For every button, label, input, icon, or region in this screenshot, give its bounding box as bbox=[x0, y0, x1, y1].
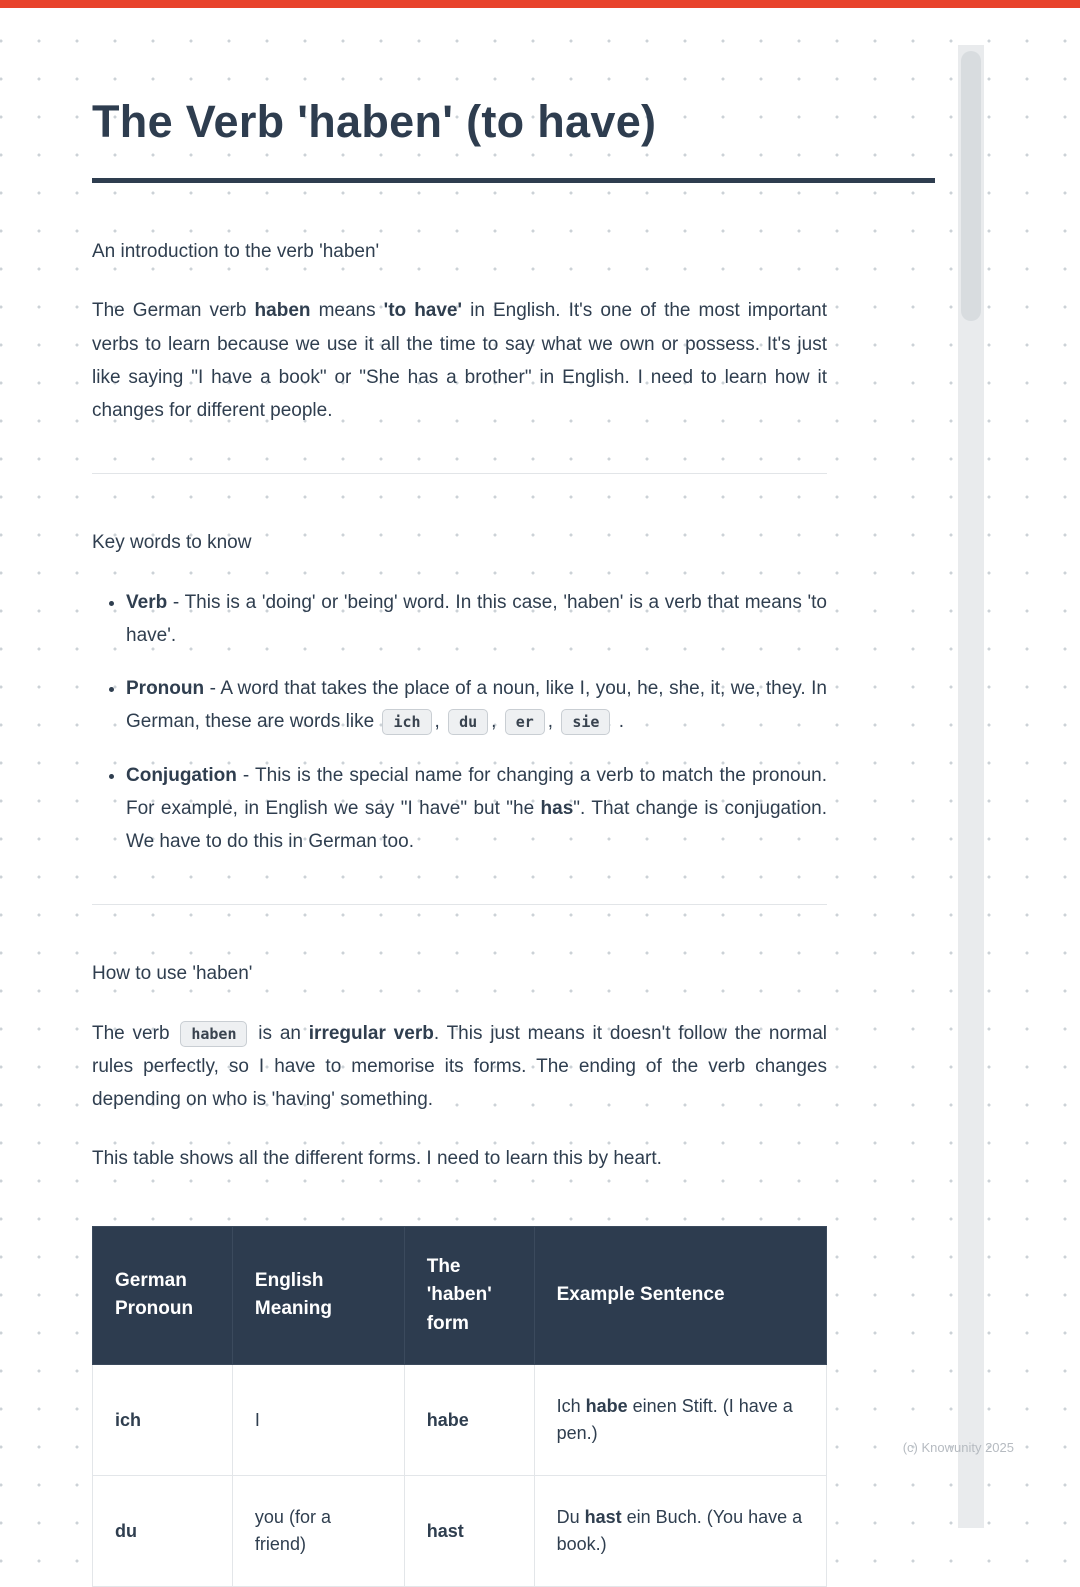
keyword-item-conjugation: • Conjugation - This is the special name for changing a verb to match the pronoun. For example, in English we say "I have" but "he has". That change is conjugation. We have to do this in German too. bbox=[126, 759, 827, 859]
column-header-haben-form: The 'haben' form bbox=[404, 1226, 534, 1365]
title-divider bbox=[92, 178, 935, 183]
page-title: The Verb 'haben' (to have) bbox=[92, 96, 935, 148]
cell-example: Du hast ein Buch. (You have a book.) bbox=[534, 1476, 826, 1587]
cell-example: Ich habe einen Stift. (I have a pen.) bbox=[534, 1365, 826, 1476]
keyword-item-pronoun: • Pronoun - A word that takes the place of a noun, like I, you, he, she, it, we, they. In German, these are words like ich , du , er , sie . bbox=[126, 672, 827, 739]
keyword-list bbox=[92, 586, 827, 859]
section-heading-introduction: An introduction to the verb 'haben' bbox=[92, 235, 827, 268]
cell-form: habe bbox=[404, 1365, 534, 1476]
column-header-english-meaning: English Meaning bbox=[232, 1226, 404, 1365]
haben-conjugation-table bbox=[92, 1226, 827, 1587]
usage-paragraph: The verb haben is an irregular verb. This just means it doesn't follow the normal rules perfectly, so I have to memorise its forms. The ending of the verb changes depending on who is 'having' something. bbox=[92, 1017, 827, 1117]
keyword-item-verb: • Verb - This is a 'doing' or 'being' word. In this case, 'haben' is a verb that means 'to have'. bbox=[126, 586, 827, 653]
section-heading-keywords: Key words to know bbox=[92, 526, 827, 559]
intro-paragraph: The German verb haben means 'to have' in English. It's one of the most important verbs to learn because we use it all the time to say what we own or possess. It's just like saying "I have a book" or "She has a brother" in English. I need to learn how it changes for different people. bbox=[92, 294, 827, 427]
scrollbar-track[interactable] bbox=[958, 45, 984, 1528]
document-content bbox=[92, 235, 827, 1587]
cell-pronoun: ich bbox=[93, 1365, 233, 1476]
scrollbar-thumb[interactable] bbox=[961, 51, 981, 321]
cell-meaning: you (for a friend) bbox=[232, 1476, 404, 1587]
section-divider bbox=[92, 473, 827, 474]
section-divider bbox=[92, 904, 827, 905]
section-heading-usage: How to use 'haben' bbox=[92, 957, 827, 990]
cell-pronoun: du bbox=[93, 1476, 233, 1587]
table-row bbox=[93, 1365, 827, 1476]
copyright-watermark: (c) Knowunity 2025 bbox=[903, 1440, 1014, 1455]
column-header-example-sentence: Example Sentence bbox=[534, 1226, 826, 1365]
table-row bbox=[93, 1476, 827, 1587]
column-header-german-pronoun: German Pronoun bbox=[93, 1226, 233, 1365]
accent-top-bar bbox=[0, 0, 1080, 8]
cell-form: hast bbox=[404, 1476, 534, 1587]
usage-paragraph-2: This table shows all the different forms. I need to learn this by heart. bbox=[92, 1142, 827, 1175]
cell-meaning: I bbox=[232, 1365, 404, 1476]
table-header-row bbox=[93, 1226, 827, 1365]
